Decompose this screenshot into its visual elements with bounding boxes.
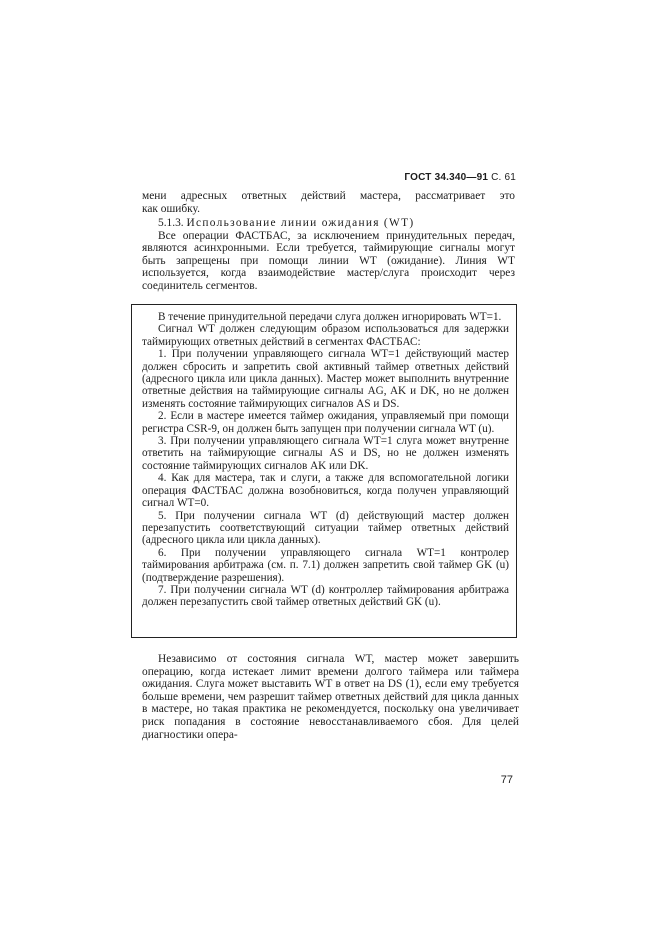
header-page-ref: С. 61 bbox=[491, 172, 516, 183]
section-number: 5.1.3. bbox=[158, 217, 184, 229]
box-rule-3: 3. При получении управляющего сигнала WT=1 слуга может внутренне ответить на таймирующие сигналы AS и DS, но не должен изменять состояние таймирующих сигналов AK или DK. bbox=[142, 435, 509, 472]
intro-line-2: как ошибку. bbox=[142, 202, 200, 215]
intro-text bbox=[142, 190, 515, 215]
intro-line-1: мени адресных ответных действий мастера, рассматривает это bbox=[142, 190, 515, 202]
section-title: Использование линии ожидания (WT) bbox=[186, 217, 415, 229]
box-paragraph-2: Сигнал WT должен следующим образом использоваться для задержки таймирующих ответных действий в сегментах ФАСТБАС: bbox=[142, 323, 509, 348]
box-paragraph-1: В течение принудительной передачи слуга должен игнорировать WT=1. bbox=[158, 311, 502, 323]
box-rule-2: 2. Если в мастере имеется таймер ожидания, управляемый при помощи регистра CSR-9, он должен быть запущен при получении сигнала WT (u). bbox=[142, 410, 509, 435]
page-number: 77 bbox=[500, 774, 513, 786]
section-paragraph: Все операции ФАСТБАС, за исключением принудительных передач, являются асинхронными. Если требуется, таймирующие сигналы могут быть запрещены при помощи линии WT (ожидание). Линия WT используется, когда взаимодействие мастер/слуга происходит через соединитель сегментов. bbox=[142, 229, 515, 292]
box-rule-7: 7. При получении сигнала WT (d) контроллер таймирования арбитража должен перезапустить свой таймер ответных действий GK (u). bbox=[142, 583, 509, 609]
outro-paragraph: Независимо от состояния сигнала WT, мастер может завершить операцию, когда истекает лимит времени долгого таймера или таймера ожидания. Слуга может выставить WT в ответ на DS (1), если ему требуется больше времени, чем разрешит таймер ответных действий для цикла данных в мастере, но такая практика не рекомендуется, поскольку она увеличивает риск попадания в состояние невосстанавливаемого сбоя. Для целей диагностики опера- bbox=[142, 653, 519, 741]
page-header bbox=[404, 172, 516, 183]
outro-text bbox=[142, 653, 519, 741]
box-rule-4: 4. Как для мастера, так и слуги, а также для вспомогательной логики операция ФАСТБАС должна возобновиться, когда получен управляющий сигнал WT=0. bbox=[142, 472, 509, 510]
box-rule-1: 1. При получении управляющего сигнала WT=1 действующий мастер должен сбросить и запретить свой активный таймер ответных действий (адресного цикла или цикла данных). Мастер может выполнить внутренние ответные действия на таймирующие сигналы AG, AK и DK, но не должен изменять состояние таймирующих сигналов AS и DS. bbox=[142, 348, 510, 410]
section-5-1-3 bbox=[142, 217, 515, 293]
box-rule-5: 5. При получении сигнала WT (d) действующий мастер должен перезапустить соответствующий ситуации таймер ответных действий (адресного цикла или цикла данных). bbox=[142, 509, 509, 547]
section-heading bbox=[142, 217, 515, 230]
boxed-rules bbox=[131, 304, 517, 638]
standard-designation: ГОСТ 34.340—91 bbox=[404, 172, 489, 183]
box-rule-6: 6. При получении управляющего сигнала WT=1 контролер таймирования арбитража (см. п. 7.1) должен запретить свой таймер GK (u) (подтверждение разрешения). bbox=[142, 546, 509, 584]
